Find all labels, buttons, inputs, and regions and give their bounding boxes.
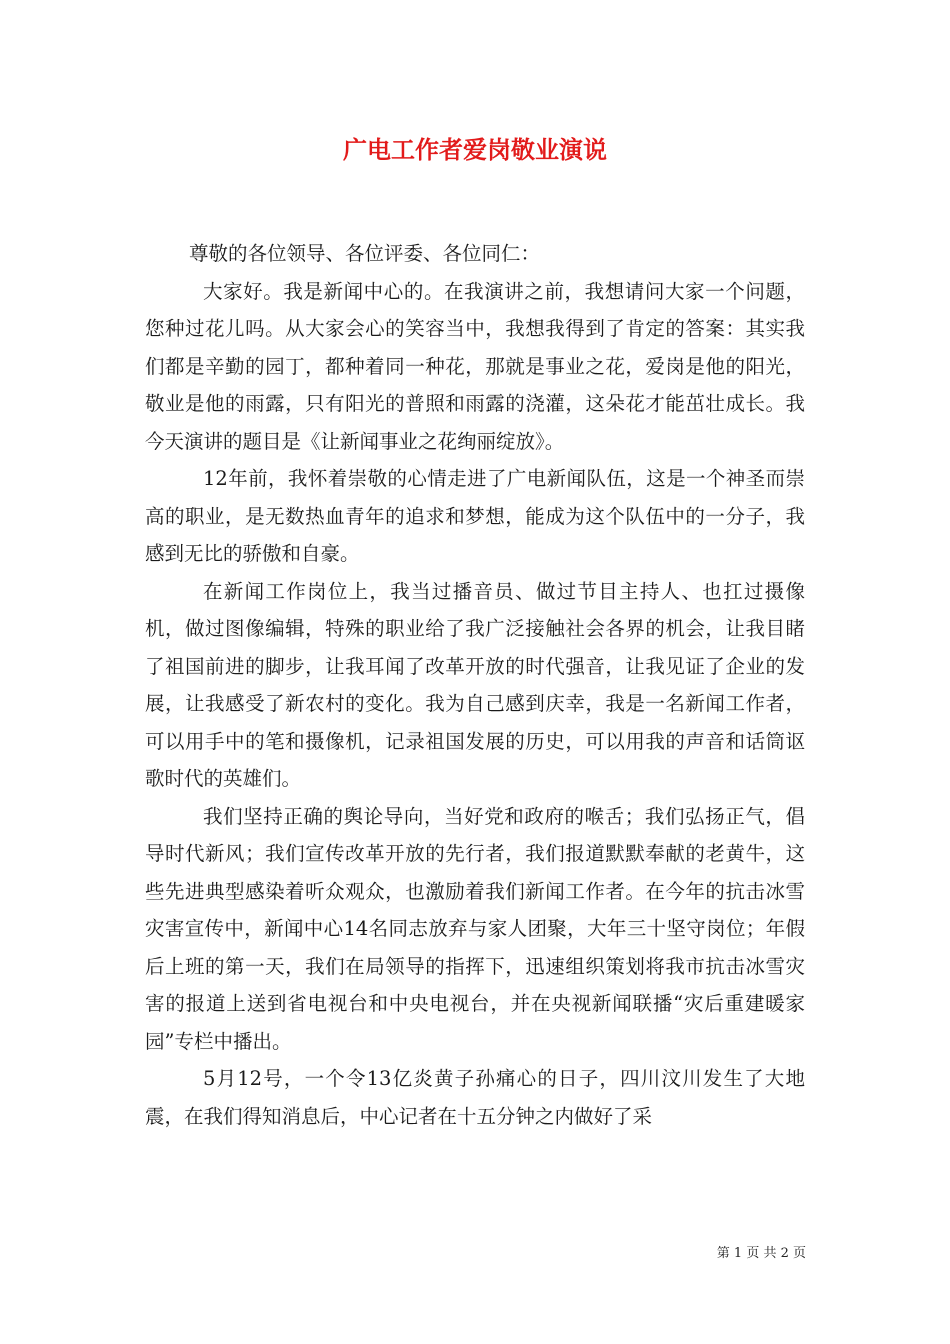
paragraph: 在新闻工作岗位上，我当过播音员、做过节目主持人、也扛过摄像机，做过图像编辑，特殊的职业给了我广泛接触社会各界的机会，让我目睹了祖国前进的脚步，让我耳闻了改革开放的时代强音，让我见证了企业的发展，让我感受了新农村的变化。我为自己感到庆幸，我是一名新闻工作者，可以用手中的笔和摄像机，记录祖国发展的历史，可以用我的声音和话筒讴歌时代的英雄们。 — [145, 579, 805, 790]
page-number-footer: 第 1 页 共 2 页 — [716, 1246, 806, 1261]
paragraph: 12年前，我怀着崇敬的心情走进了广电新闻队伍，这是一个神圣而崇高的职业，是无数热血青年的追求和梦想，能成为这个队伍中的一分子，我感到无比的骄傲和自豪。 — [145, 467, 805, 565]
document-title: 广电工作者爱岗敬业演说 — [343, 135, 607, 164]
salutation: 尊敬的各位领导、各位评委、各位同仁： — [189, 242, 541, 265]
paragraph: 5月12号，一个令13亿炎黄子孙痛心的日子，四川汶川发生了大地震，在我们得知消息后，中心记者在十五分钟之内做好了采 — [145, 1067, 805, 1128]
paragraph: 大家好。我是新闻中心的。在我演讲之前，我想请问大家一个问题，您种过花儿吗。从大家会心的笑容当中，我想我得到了肯定的答案：其实我们都是辛勤的园丁，都种着同一种花，那就是事业之花，爱岗是他的阳光，敬业是他的雨露，只有阳光的普照和雨露的浇灌，这朵花才能茁壮成长。我今天演讲的题目是《让新闻事业之花绚丽绽放》。 — [145, 279, 805, 453]
document-body — [145, 235, 805, 1135]
paragraph: 我们坚持正确的舆论导向，当好党和政府的喉舌；我们弘扬正气，倡导时代新风；我们宣传改革开放的先行者，我们报道默默奉献的老黄牛，这些先进典型感染着听众观众，也激励着我们新闻工作者。在今年的抗击冰雪灾害宣传中，新闻中心14名同志放弃与家人团聚，大年三十坚守岗位；年假后上班的第一天，我们在局领导的指挥下，迅速组织策划将我市抗击冰雪灾害的报道上送到省电视台和中央电视台，并在央视新闻联播“灾后重建暖家园”专栏中播出。 — [145, 804, 805, 1053]
